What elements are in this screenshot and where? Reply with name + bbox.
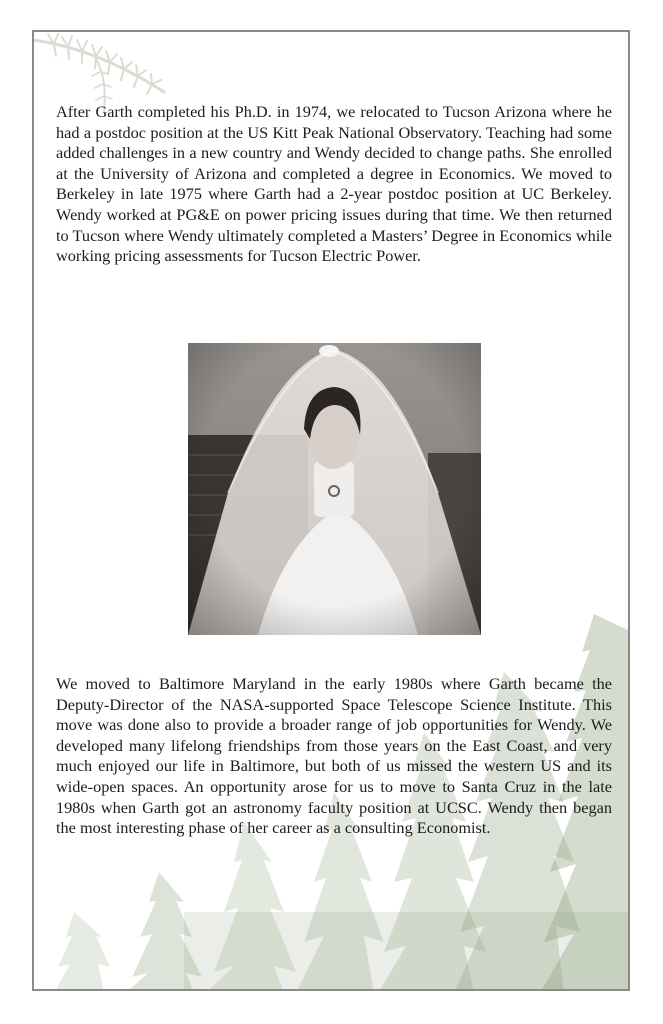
paragraph-tucson-berkeley: After Garth completed his Ph.D. in 1974, we relocated to Tucson Arizona where he had a postdoc position at the US Kitt Peak National Observatory. Teaching had some added challenges in a new country and Wendy decided to change paths. She enrolled at the University of Arizona and completed a degree in Economics. We moved to Berkeley in late 1975 where Garth had a 2-year postdoc position at UC Berkeley. Wendy worked at PG&E on power pricing issues during that time. We then returned to Tucson where Wendy ultimately completed a Masters’ Degree in Economics while working pricing assessments for Tucson Electric Power. (56, 102, 612, 266)
pine-branch-top-left (34, 34, 164, 112)
page-frame (32, 30, 630, 991)
paragraph-baltimore-santa-cruz: We moved to Baltimore Maryland in the early 1980s where Garth became the Deputy-Director of the NASA-supported Space Telescope Science Institute. This move was done also to provide a broader range of job opportunities for Wendy. We developed many lifelong friendships from those years on the East Coast, and very much enjoyed our life in Baltimore, but both of us missed the western US and its wide-open spaces. An opportunity arose for us to move to Santa Cruz in the late 1980s when Garth got an astronomy faculty position at UCSC. Wendy then began the most interesting phase of her career as a consulting Economist. (56, 674, 612, 838)
wedding-photo (188, 343, 481, 635)
